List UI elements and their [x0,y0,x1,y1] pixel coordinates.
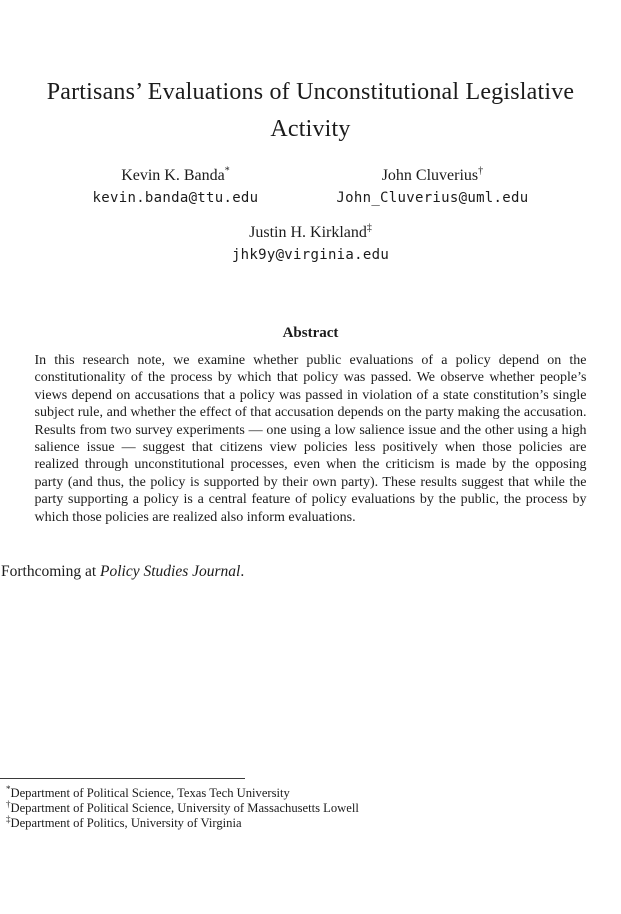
paper-title: Partisans’ Evaluations of Unconstitutional Legislative Activity [46,79,575,142]
author-2-email: John_Cluverius@uml.edu [336,190,529,206]
author-1-name-text: Kevin K. Banda [121,167,225,184]
footnote-2-text: Department of Political Science, University of Massachusetts Lowell [10,801,359,816]
forthcoming-journal-name: Policy Studies Journal [100,563,241,581]
forthcoming-prefix: Forthcoming at [1,563,101,581]
footnote-rule [0,778,245,779]
author-3-name [232,223,389,243]
forthcoming-note [0,562,621,582]
author-2-name [336,166,528,186]
footnote-1-text: Department of Political Science, Texas Tech University [10,786,290,800]
author-block-row-2 [0,223,621,264]
footnote-2 [0,801,621,816]
abstract-text: In this research note, we examine whether public evaluations of a policy depend on the constitutionality of the process by which that policy was passed. We observe whether people’s views depend on accusations that a policy was passed in violation of a state constitution’s single subject rule, and whether the effect of that accusation depends on the party making the accusation. Results from two survey experiments — one using a low salience issue and the other using a high salience issue — suggest that citizens view policies less positively when those policies are realized through unconstitutional processes, even when the criticism is made by the opposing party (and thus, the policy is supported by their own party). These results suggest that while the party supporting a policy is a central feature of policy evaluations by the public, the process by which those policies are realized also inform evaluations. [34,353,587,525]
author-3-email: jhk9y@virginia.edu [231,247,390,263]
footnote-1-marker: * [6,783,11,794]
abstract-section [35,324,587,526]
footnotes-section [0,778,621,832]
footnote-3-marker: ‡ [6,814,11,825]
footnote-3-text: Department of Politics, University of Virginia [10,816,242,831]
author-1-footnote-marker: * [224,165,230,177]
author-2-name-text: John Cluverius [381,167,479,184]
author-1-name [93,166,259,186]
author-3-footnote-marker: ‡ [366,222,372,234]
author-2 [336,166,528,207]
author-3-name-text: Justin H. Kirkland [249,224,367,241]
footnote-1 [0,783,621,801]
author-1 [93,166,259,207]
abstract-heading: Abstract [282,325,339,341]
author-3 [232,223,389,264]
author-block-row-1 [0,166,621,207]
footnote-3 [0,816,621,831]
author-2-footnote-marker: † [478,165,484,177]
author-1-email: kevin.banda@ttu.edu [92,190,259,206]
footnote-2-marker: † [6,799,11,810]
forthcoming-suffix: . [240,563,245,581]
